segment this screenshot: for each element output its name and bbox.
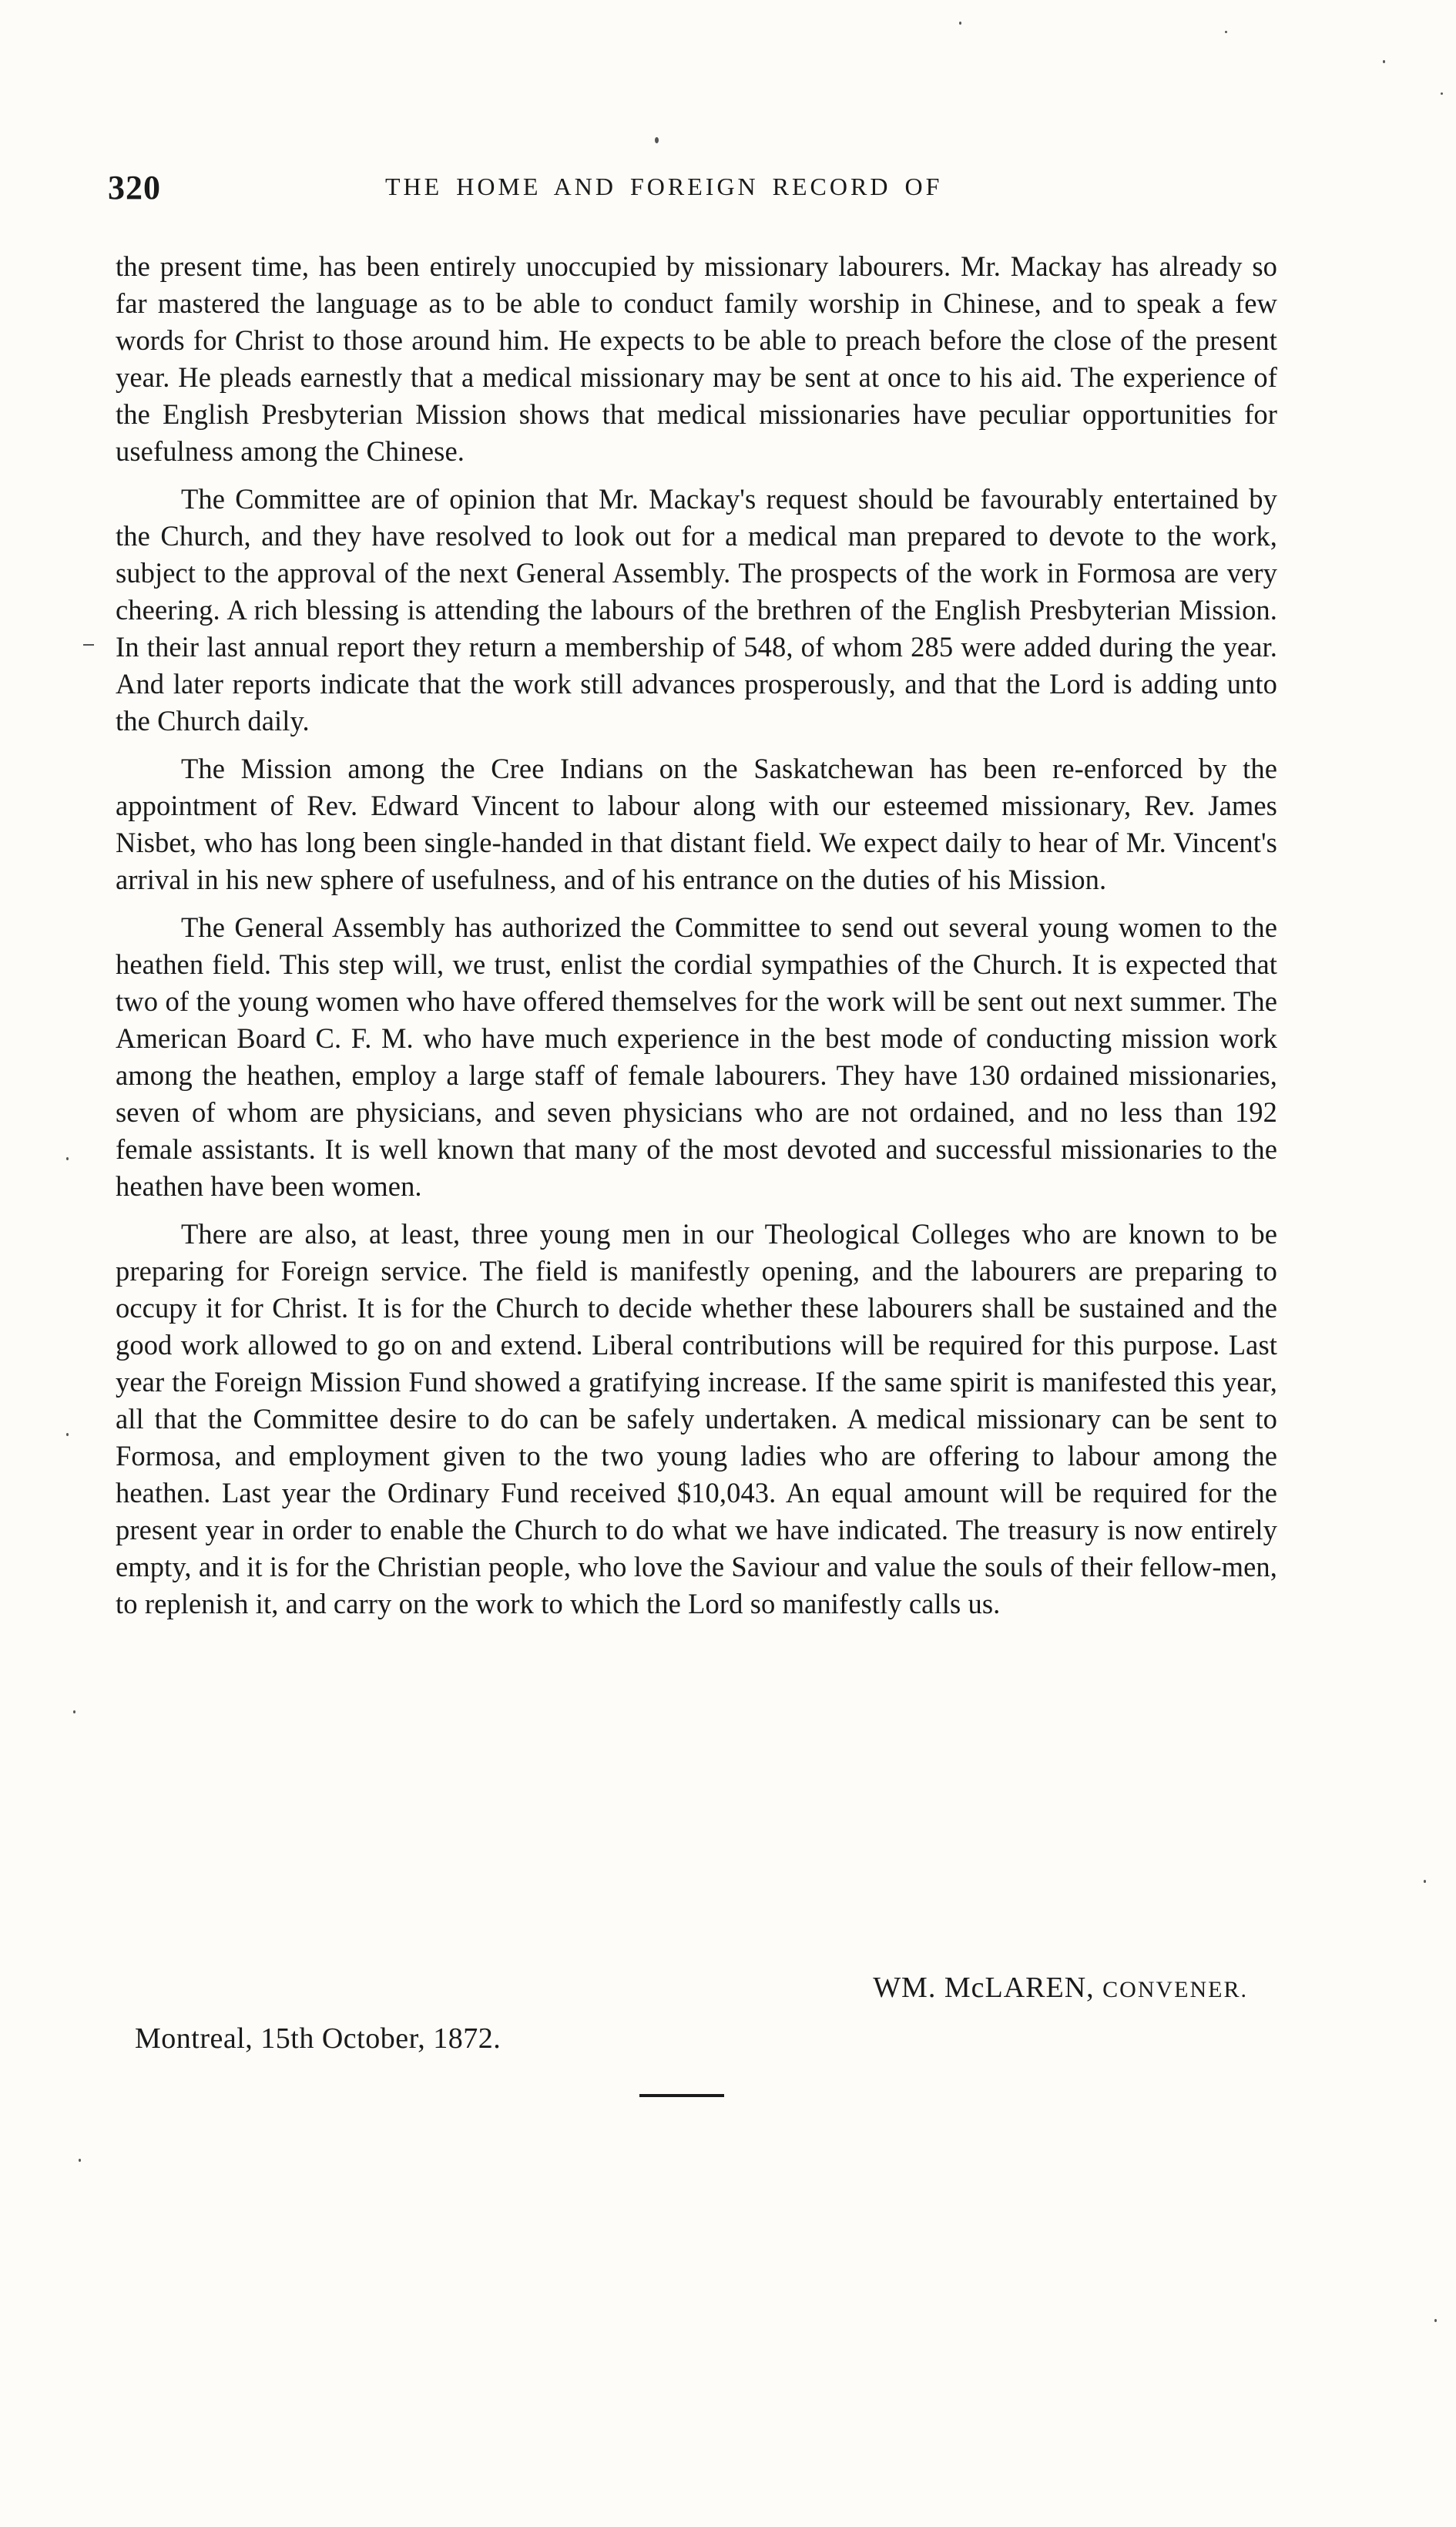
- scan-speck: [1383, 60, 1385, 63]
- paragraph-5: There are also, at least, three young men in our Theological Colleges who are known to be preparing for Foreign service. The field is manifestly opening, and the labourers are preparing to occupy it for Christ. It is for the Church to decide whether these labourers shall be sustained and the good work allowed to go on and extend. Liberal contributions will be required for this purpose. Last year the Foreign Mission Fund showed a gratifying increase. If the same spirit is manifested this year, all that the Committee desire to do can be safely undertaken. A medical missionary can be sent to Formosa, and employment given to the two young ladies who are offering to labour among the heathen. Last year the Ordinary Fund received $10,043. An equal amount will be required for the present year in order to enable the Church to do what we have indicated. The treasury is now entirely empty, and it is for the Christian people, who love the Saviour and value the souls of their fellow-men, to replenish it, and carry on the work to which the Lord so manifestly calls us.: [116, 1218, 1277, 1619]
- scan-speck: [66, 1433, 69, 1436]
- scan-speck: [1441, 92, 1443, 95]
- scan-speck: [83, 644, 94, 646]
- signature-block: [116, 1971, 1248, 2005]
- scan-speck: [66, 1157, 69, 1160]
- paragraph-1: the present time, has been entirely unoccupied by missionary labourers. Mr. Mackay has already so far mastered the language as to be able to conduct family worship in Chinese, and to speak a few words for Christ to those around him. He expects to be able to preach before the close of the present year. He pleads earnestly that a medical missionary may be sent at once to his aid. The experience of the English Presbyterian Mission shows that medical missionaries have peculiar opportunities for usefulness among the Chinese.: [116, 250, 1277, 467]
- scan-speck: [1424, 1880, 1426, 1883]
- paragraph-3: The Mission among the Cree Indians on the Saskatchewan has been re-enforced by the appointment of Rev. Edward Vincent to labour along with our esteemed missionary, Rev. James Nisbet, who has long been single-handed in that distant field. We expect daily to hear of Mr. Vincent's arrival in his new sphere of usefulness, and of his entrance on the duties of his Mission.: [116, 753, 1277, 895]
- page-number: 320: [108, 169, 161, 206]
- scan-speck: [73, 1710, 75, 1713]
- scan-speck: [1434, 2319, 1437, 2322]
- running-title: THE HOME AND FOREIGN RECORD OF: [385, 173, 943, 200]
- section-divider: [639, 2094, 724, 2097]
- dateline: Montreal, 15th October, 1872.: [135, 2022, 502, 2055]
- page-header: [108, 168, 1279, 214]
- paragraph-2: The Committee are of opinion that Mr. Mackay's request should be favourably entertained by the Church, and they have resolved to look out for a medical man prepared to devote to the work, subject to the approval of the next General Assembly. The prospects of the work in Formosa are very cheering. A rich blessing is attending the labours of the brethren of the English Presbyterian Mission. In their last annual report they return a membership of 548, of whom 285 were added during the year. And later reports indicate that the work still advances prosperously, and that the Lord is adding unto the Church daily.: [116, 483, 1277, 737]
- paragraph-4: The General Assembly has authorized the Committee to send out several young women to the heathen field. This step will, we trust, enlist the cordial sympathies of the Church. It is expected that two of the young women who have offered themselves for the work will be sent out next summer. The American Board C. F. M. who have much experience in the best mode of conducting mission work among the heathen, employ a large staff of female labourers. They have 130 ordained missionaries, seven of whom are physicians, and seven physicians who are not ordained, and no less than 192 female assistants. It is well known that many of the most devoted and successful missionaries to the heathen have been women.: [116, 911, 1277, 1202]
- scan-speck: [79, 2159, 81, 2162]
- scan-speck: [1225, 31, 1227, 33]
- scan-speck: [959, 22, 961, 25]
- article-body: [116, 248, 1277, 1633]
- signature-name: WM. McLAREN,: [873, 1972, 1103, 2004]
- signature-title: CONVENER.: [1102, 1977, 1248, 2002]
- scan-speck: [655, 137, 659, 143]
